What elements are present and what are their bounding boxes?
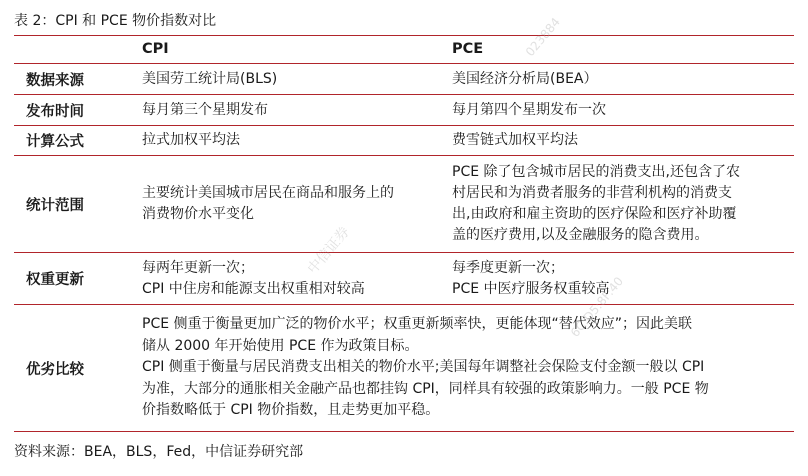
cell-line: 出,由政府和雇主资助的医疗保险和医疗补助覆 <box>452 206 737 222</box>
table-row-scope <box>14 156 794 253</box>
cell-line: PCE 除了包含城市居民的消费支出,还包含了农 <box>452 164 740 180</box>
row-label: 统计范围 <box>26 197 84 214</box>
comparison-table <box>14 35 794 432</box>
row-label: 计算公式 <box>26 134 84 150</box>
source-note: 资料来源：BEA，BLS，Fed，中信证券研究部 <box>14 444 304 460</box>
cell-line: 美国劳工统计局(BLS) <box>142 70 278 87</box>
table-row-release-time <box>14 95 794 126</box>
cell-line: PCE 中医疗服务权重较高 <box>452 280 610 297</box>
cell-line: 每两年更新一次； <box>142 259 254 276</box>
table-row-comparison <box>14 305 794 431</box>
cpi-cell <box>138 95 448 125</box>
row-label: 权重更新 <box>26 272 84 288</box>
header-blank-cell <box>14 36 138 63</box>
cell-line: 消费物价水平变化 <box>142 206 254 222</box>
cpi-cell <box>138 156 448 252</box>
cell-line: 价指数略低于 CPI 物价指数，且走势更加平稳。 <box>142 402 440 419</box>
watermark-text: 中信证券 <box>304 224 353 278</box>
cell-line: CPI 侧重于衡量与居民消费支出相关的物价水平;美国每年调整社会保险支付金额一般以 CPI <box>142 359 705 376</box>
comparison-cell <box>138 305 794 431</box>
cell-line: 盖的医疗费用,以及金融服务的隐含费用。 <box>452 227 709 243</box>
watermark-text: 6C:D5:8F:40 <box>567 274 627 340</box>
row-label: 发布时间 <box>26 103 84 120</box>
header-cpi: CPI <box>142 41 169 57</box>
table-row-formula <box>14 126 794 156</box>
cell-line: 主要统计美国城市居民在商品和服务上的 <box>142 185 394 201</box>
pce-cell <box>448 126 794 155</box>
cell-line: 为准，大部分的通胀相关金融产品也都挂钩 CPI，同样具有较强的政策影响力。一般 PCE 物 <box>142 380 709 397</box>
header-pce: PCE <box>452 41 484 57</box>
cell-line: 美国经济分析局(BEA） <box>452 70 598 87</box>
table-row-weight-update <box>14 253 794 305</box>
table-row-data-source <box>14 64 794 95</box>
cpi-cell <box>138 253 448 304</box>
cell-line: 每月第四个星期发布一次 <box>452 101 606 118</box>
table-caption: 表 2：CPI 和 PCE 物价指数对比 <box>14 13 217 29</box>
pce-cell <box>448 156 794 252</box>
row-label: 优劣比较 <box>26 361 84 378</box>
cpi-cell <box>138 126 448 155</box>
pce-cell <box>448 64 794 94</box>
watermark-text: 023884 <box>522 14 563 60</box>
pce-cell <box>448 253 794 304</box>
cpi-cell <box>138 64 448 94</box>
cell-line: 每月第三个星期发布 <box>142 101 268 118</box>
cell-line: CPI 中住房和能源支出权重相对较高 <box>142 280 365 297</box>
row-label: 数据来源 <box>26 72 84 89</box>
cell-line: 储从 2000 年开始使用 PCE 作为政策目标。 <box>142 337 419 354</box>
cell-line: 费雪链式加权平均法 <box>452 132 578 148</box>
table-header-row <box>14 36 794 64</box>
cell-line: 拉式加权平均法 <box>142 132 240 148</box>
cell-line: PCE 侧重于衡量更加广泛的物价水平；权重更新频率快，更能体现“替代效应”；因此美联 <box>142 316 693 333</box>
cell-line: 每季度更新一次； <box>452 259 564 276</box>
pce-cell <box>448 95 794 125</box>
cell-line: 村居民和为消费者服务的非营利机构的消费支 <box>452 185 732 201</box>
